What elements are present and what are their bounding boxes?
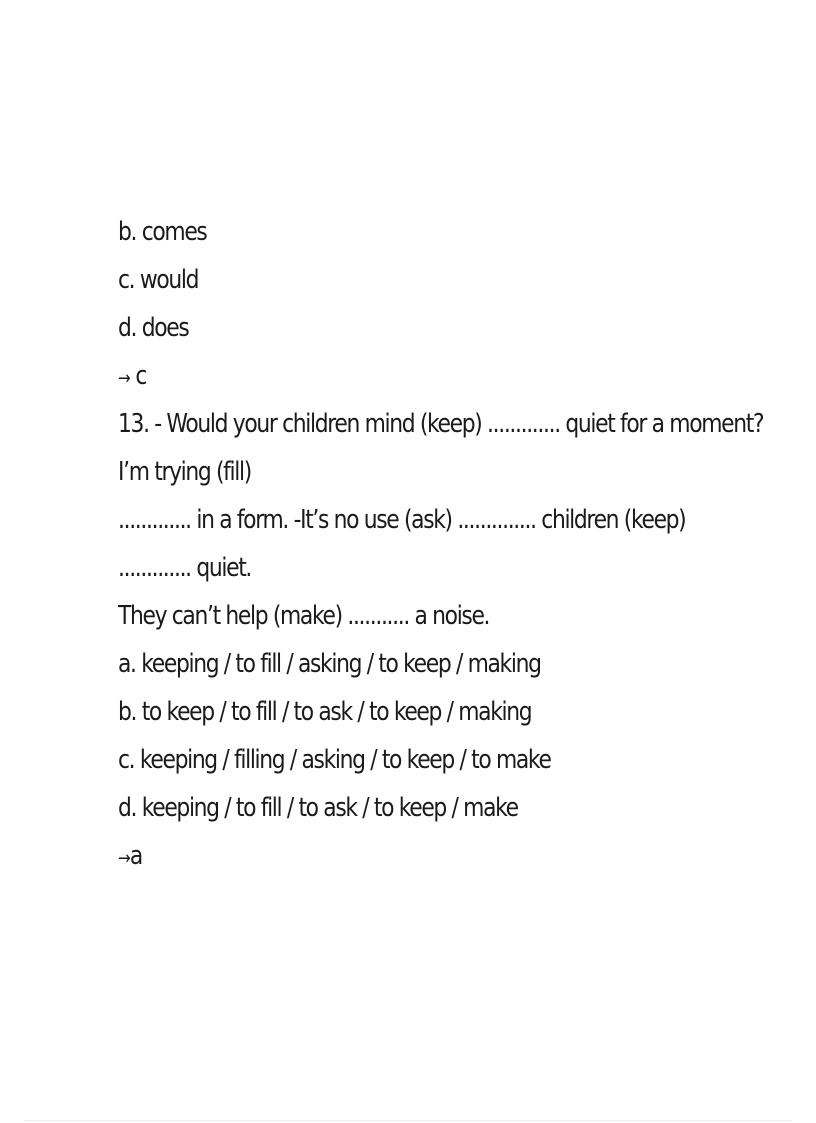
option-b: b. to keep / to fill / to ask / to keep / making xyxy=(118,697,532,727)
question-13-line-1: 13. - Would your children mind (keep) ............. quiet for a moment? xyxy=(118,409,764,439)
question-13-line-3: ............. in a form. -It’s no use (ask) .............. children (keep) xyxy=(118,505,686,535)
arrow-icon: → xyxy=(118,368,129,389)
option-c: c. keeping / filling / asking / to keep / to make xyxy=(118,745,551,775)
option-b-prev: b. comes xyxy=(118,217,207,247)
option-d: d. keeping / to fill / to ask / to keep / make xyxy=(118,793,518,823)
question-13-line-4: ............. quiet. xyxy=(118,553,252,583)
answer-prev-letter: c xyxy=(129,361,147,391)
page-divider xyxy=(24,1120,792,1121)
option-c-prev: c. would xyxy=(118,265,199,295)
answer-letter: a xyxy=(129,841,142,871)
answer-prev xyxy=(118,352,656,400)
question-13-line-5: They can’t help (make) ........... a noise. xyxy=(118,601,490,631)
option-a: a. keeping / to fill / asking / to keep / making xyxy=(118,649,541,679)
arrow-icon: → xyxy=(118,848,129,869)
question-block xyxy=(118,208,764,880)
answer xyxy=(118,832,656,880)
question-13-line-2: I’m trying (fill) xyxy=(118,457,251,487)
option-d-prev: d. does xyxy=(118,313,189,343)
